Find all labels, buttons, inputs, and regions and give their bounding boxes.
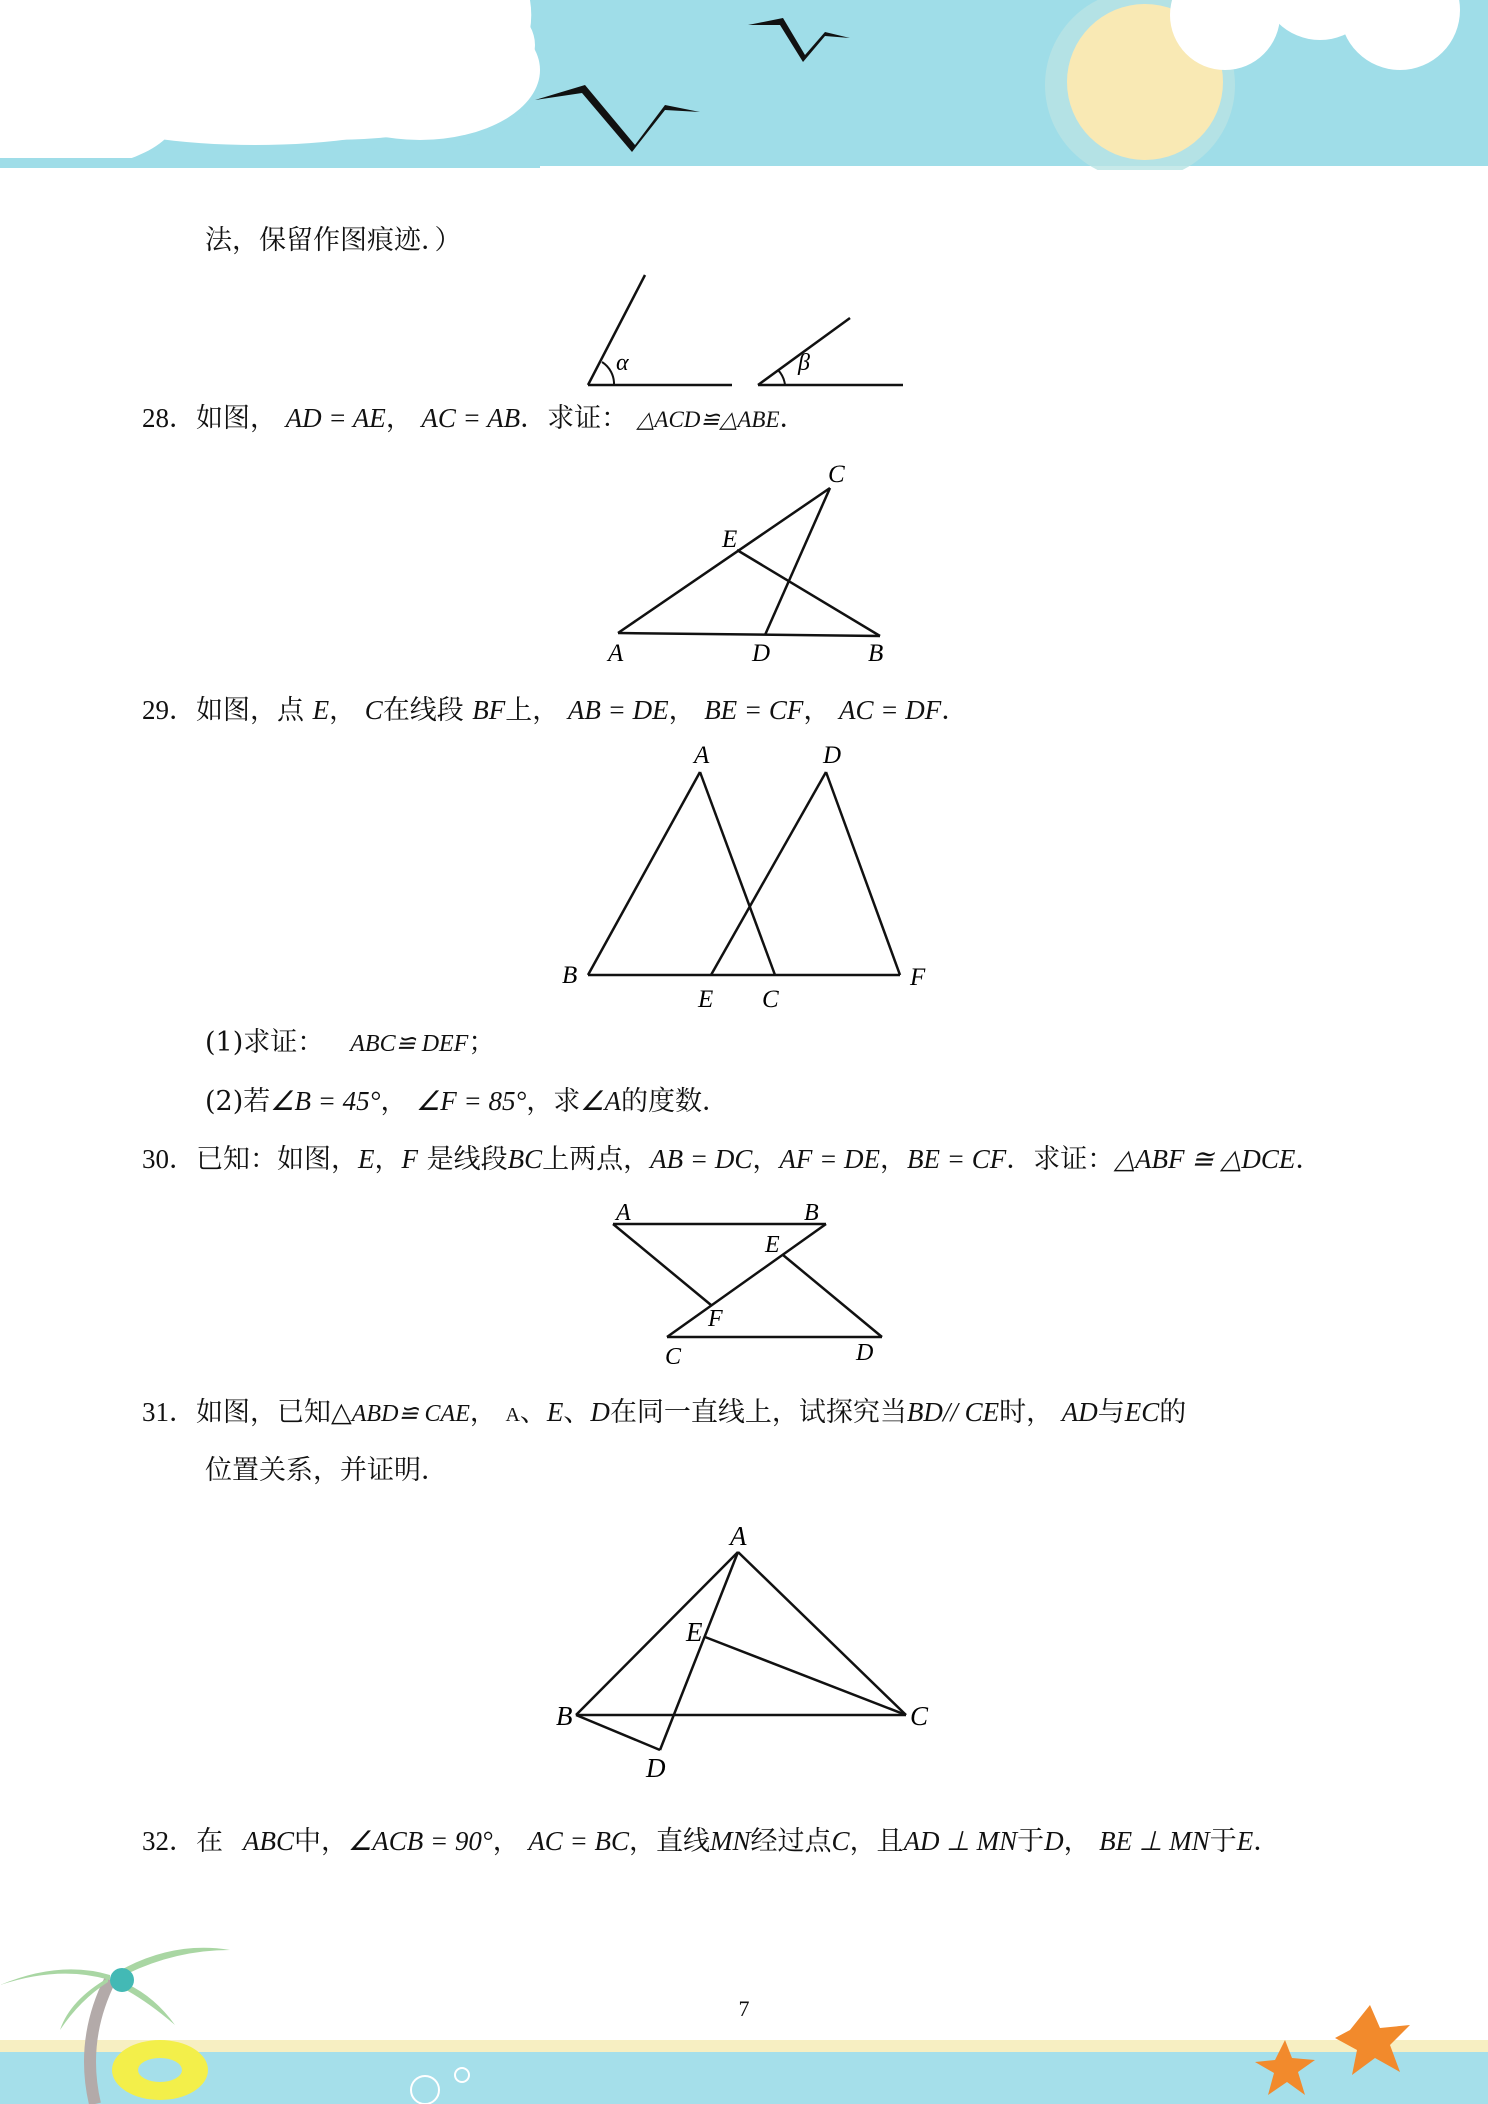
fig29-label-F: F [910, 964, 926, 991]
continuation-line: 法，保留作图痕迹．） [205, 225, 462, 256]
fig29-label-E: E [698, 986, 714, 1013]
fig28-label-E: E [722, 526, 738, 553]
figure-30 [600, 1190, 900, 1370]
fig28-label-C: C [828, 461, 845, 488]
beta-label: β [798, 350, 810, 376]
fig30-label-F: F [708, 1306, 723, 1332]
fig31-label-C: C [910, 1701, 929, 1731]
figure-28 [590, 455, 900, 670]
question-31-line-2: 位置关系，并证明． [205, 1455, 448, 1486]
alpha-label: α [616, 350, 629, 376]
fig28-label-A: A [608, 640, 624, 667]
header-banner [0, 0, 1488, 170]
fig30-label-A: A [616, 1200, 631, 1226]
fig29-label-A: A [694, 742, 710, 769]
fig31-label-B: B [556, 1701, 573, 1731]
question-29-part-1: (1)求证： ABC≌ DEF； [205, 1027, 496, 1058]
fig30-label-B: B [804, 1200, 819, 1226]
fig28-label-B: B [868, 640, 884, 667]
fig30-label-C: C [665, 1344, 682, 1370]
fig29-label-B: B [562, 962, 578, 989]
fig31-label-E: E [686, 1617, 703, 1647]
question-28: 28．如图， AD = AE， AC = AB．求证： △ACD≌△ABE． [142, 403, 807, 434]
page-number: 7 [738, 1996, 750, 2021]
question-29-part-2: (2)若∠B = 45°， ∠F = 85°，求∠A的度数． [205, 1086, 729, 1117]
fig28-label-D: D [752, 640, 771, 667]
angle-figure [580, 270, 910, 390]
fig30-label-D: D [856, 1340, 874, 1366]
question-30: 30．已知：如图，E，F 是线段BC上两点，AB = DC，AF = DE，BE = CF．求证：△ABF ≅ △DCE． [142, 1144, 1323, 1175]
fig29-label-C: C [762, 986, 779, 1013]
question-32: 32．在 ABC中，∠ACB = 90°， AC = BC，直线MN经过点C，且AD ⊥ MN于D， BE ⊥ MN于E． [142, 1826, 1281, 1857]
question-29: 29．如图，点 E， C在线段 BF上， AB = DE， BE = CF， AC = DF． [142, 695, 969, 726]
fig31-label-A: A [730, 1521, 747, 1551]
question-31: 31．如图，已知△ABD≌ CAE， A、E、D在同一直线上，试探究当BD// CE时， AD与EC的 [142, 1397, 1187, 1428]
fig29-label-D: D [823, 742, 842, 769]
figure-31 [548, 1515, 948, 1795]
fig31-label-D: D [646, 1753, 666, 1783]
fig30-label-E: E [765, 1232, 780, 1258]
figure-29 [550, 735, 940, 1015]
